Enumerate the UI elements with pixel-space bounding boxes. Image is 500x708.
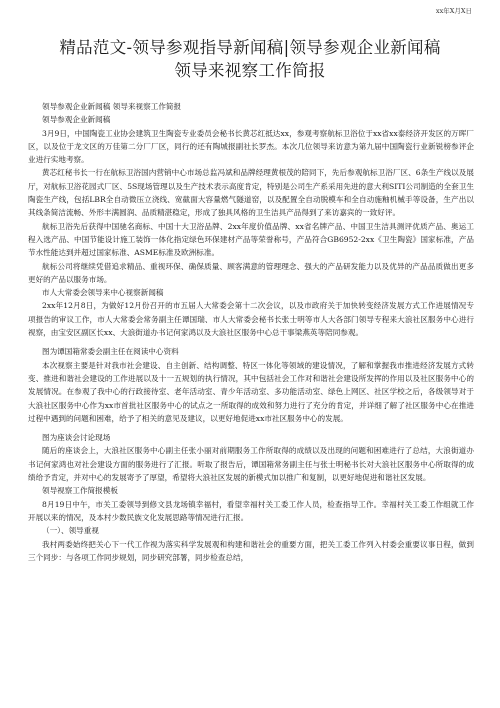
document-date: xx年X月X日	[435, 7, 472, 15]
title-line-1: 精品范文-领导参观指导新闻稿|领导参观企业新闻稿	[59, 38, 441, 57]
paragraph: 黄芯红秘书长一行在航标卫浴国内营销中心市场总监冯斌和品牌经理黄根茂的陪同下，先后参观航标卫浴厂区、6条生产线以及展厅，对航标卫浴花园式厂区、5S现场管理以及生产技术表示高度肯定，特别是公司生产系采用先进的意大利SITI公司制造的全套卫生陶瓷生产线，包括LBR全自动微压立浇线、宽截面大容量燃气隧道窑，以及配置全自动脱模车和全自动施釉机械手等设备，生产出以其线条简洁流畅、外形丰满圆润、品质精湛稳定，形成了独具风格的卫生洁具产品得到了来访嘉宾的一致好评。	[28, 168, 474, 218]
paragraph: 2xx年12月8日，为做好12月份召开的市五届人大常委会第十二次会议，以及市政府关于加快转变经济发展方式工作进展情况专项报告的审议工作，市人大常委会常务副主任谭国瑞、市人大常委会秘书长张士明等市人大各部门领导专程来大浪社区服务中心进行视察，由宝安区副区长xx、大浪街道办书记何家鸿以及大浪社区服务中心总干事梁燕英等陪同参观。	[28, 301, 474, 338]
document-title	[0, 36, 500, 82]
subheading: （一）、领导重视	[42, 526, 99, 536]
paragraph: 本次视察主要是针对我市社会建设、自主创新、结构调整、特区一体化等领域的建设情况，了解和掌握我市推进经济发展方式转变、推进和谐社会建设的工作进展以及十一五规划的执行情况，其中包括社会工作对和谐社会建设所发挥的作用以及社区服务中心的发展情况。在参观了我中心的行政接待室、老年活动室、青少年活动室、多功能活动室、绿色上网区、社区学校之后，各级领导对于大浪社区服务中心作为xx市首批社区服务中心的试点之一所取得的成效和努力进行了充分的肯定，并详细了解了社区服务中心在推进过程中遇到的问题和困难，给予了相关的意见及建议，以更好地促进xx市社区服务中心的发展。	[28, 360, 474, 423]
paragraph: 航标公司将继续凭借追求精品、重视环保、确保质量、顾客满意的管理理念、强大的产品研发能力以及优异的产品品质做出更多更好的产品以服务市场。	[28, 261, 474, 284]
image-caption: 图为谭国箱常委会副主任在阅读中心资料	[42, 347, 179, 357]
subheading: 市人大常委会领导来中心视察新闻稿	[42, 288, 164, 298]
paragraph: 航标卫浴先后获得中国驰名商标、中国十大卫浴品牌、2xx年度价值品牌、xx省名牌产品、中国卫生洁具测评优质产品、奥运工程入选产品、中国节能设计施工装饰一体化指定绿色环保建材产品等荣誉称号，产品符合GB6952-2xx《卫生陶瓷》国家标准，产品节水性能达到并超过国家标准、ASME标准及欧洲标准。	[28, 221, 474, 258]
image-caption: 图为座谈会讨论现场	[42, 433, 111, 443]
subheading: 领导参观企业新闻稿	[42, 115, 111, 125]
document-body	[28, 100, 474, 564]
paragraph: 3月9日，中国陶瓷工业协会建筑卫生陶瓷专业委员会秘书长黄芯红抵达xx，参观考察航标卫浴位于xx省xx泰经济开发区的万晖厂区，以及位于龙文区的万佳第二分厂厂区，同行的还有陶城报副社长罗杰。本次几位领导来访意为第九届中国陶瓷行业新锐榜参评企业进行实地考察。	[28, 128, 474, 165]
paragraph: 我村两委始终把关心下一代工作视为落实科学发展观和构建和谐社会的重要方面，把关工委工作列入村委会重要议事日程，做到三个同步：与各项工作同步规划，同步研究部署，同步检查总结，	[28, 539, 474, 562]
title-line-2: 领导来视察工作简报	[174, 61, 326, 80]
subheading: 领导参观企业新闻稿 领导来视察工作简报	[42, 102, 182, 111]
subheading: 领导视察工作简报模板	[42, 486, 118, 496]
paragraph: 8月19日中午，市关工委领导到修文县龙场镇幸福村，看望幸福村关工委工作人员，检查指导工作。幸福村关工委工作组就工作开展以来的情况，及本村少数民族文化发展思路等情况进行汇报。	[28, 499, 474, 522]
paragraph: 随后的座谈会上，大浪社区服务中心副主任张小丽对前期服务工作所取得的成绩以及出现的问题和困难进行了总结，大浪街道办书记何家鸿也对社会建设方面的服务进行了汇报。听取了报告后，谭国箱常务副主任与张士明秘书长对大浪社区服务中心所取得的成绩给予肯定，并对中心的发展寄予了厚望，希望将大浪社区发展的新模式加以推广和复制，以更好地促进和谐社区发展。	[28, 446, 474, 483]
